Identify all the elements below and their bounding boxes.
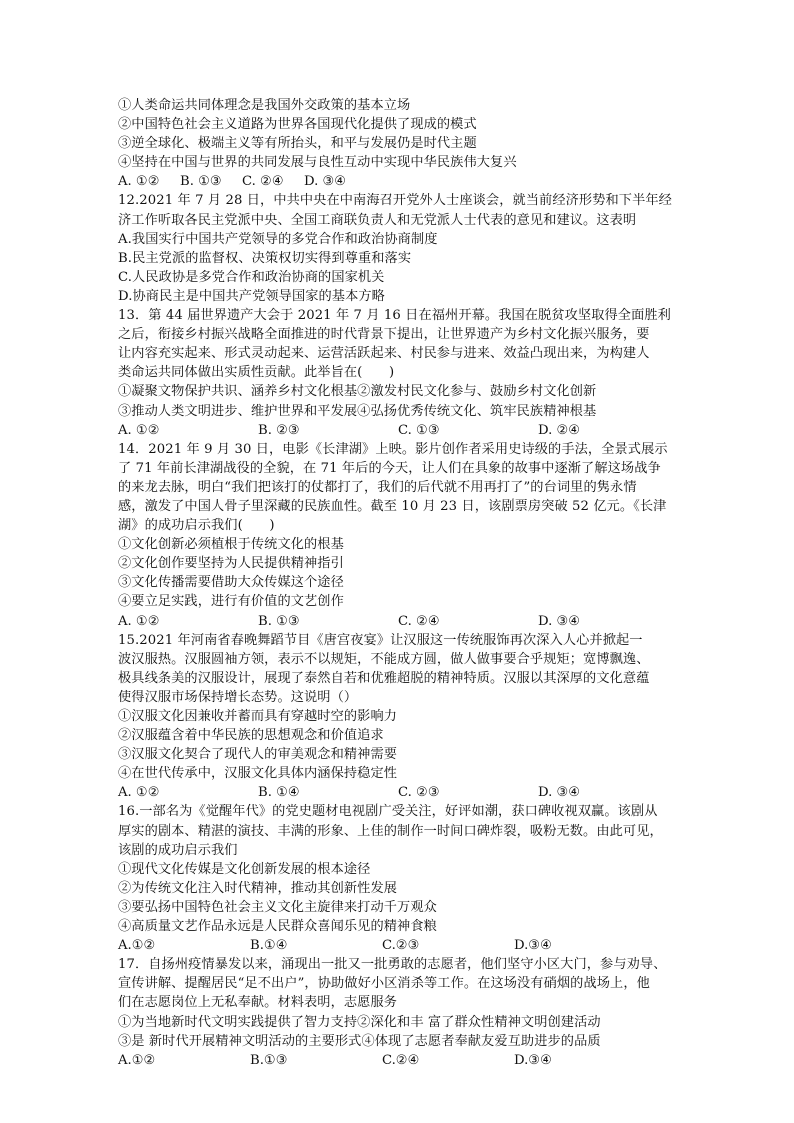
q16-stem-1: 16.一部名为《觉醒年代》的党史题材电视剧广受关注，好评如潮，获口碑收视双赢。该剧从 — [118, 804, 658, 820]
q15-options — [118, 783, 678, 802]
q13-option-b: B. ②③ — [258, 422, 300, 438]
q11-item-4: ④坚持在中国与世界的共同发展与良性互动中实现中华民族伟大复兴 — [118, 155, 517, 171]
q11-options — [118, 172, 678, 191]
q13-item-12: ①凝聚文物保护共识、涵养乡村文化根基②激发村民文化参与、鼓励乡村文化创新 — [118, 384, 597, 400]
q14-stem-1: 14．2021 年 9 月 30 日，电影《长津湖》上映。影片创作者采用史诗级的手法，全景式展示 — [118, 441, 668, 457]
q17-option-b: B.①③ — [250, 1052, 288, 1068]
q15-stem-2: 波汉服热。汉服圆袖方领，表示不以规矩，不能成方圆，做人做事要合乎规矩；宽博飘逸、 — [118, 651, 650, 667]
q12-choice-d: D.协商民主是中国共产党领导国家的基本方略 — [118, 288, 385, 304]
q13-stem-3: 让内容充实起来、形式灵动起来、运营活跃起来、村民参与进来、效益凸现出来，为构建人 — [118, 346, 650, 362]
q15-stem-1: 15.2021 年河南省春晚舞蹈节目《唐宫夜宴》让汉服这一传统服饰再次深入人心并掀起一 — [118, 632, 643, 648]
q14-item-1: ①文化创新必须植根于传统文化的根基 — [118, 537, 344, 553]
q14-option-a: A. ①② — [118, 613, 160, 629]
q16-item-3: ③要弘扬中国特色社会主义文化主旋律来打动千万观众 — [118, 899, 437, 915]
q13-option-d: D. ②④ — [538, 422, 581, 438]
q15-item-3: ③汉服文化契合了现代人的审美观念和精神需要 — [118, 747, 398, 763]
q15-stem-4: 使得汉服市场保持增长态势。这说明（） — [118, 689, 358, 705]
q16-option-a: A.①② — [118, 938, 156, 954]
q14-stem-4: 感，激发了中国人骨子里深藏的民族血性。截至 10 月 23 日，该剧票房突破 52 亿元。《长津 — [118, 498, 667, 514]
q11-option-a: A. ①② — [118, 174, 160, 190]
q11-item-3: ③逆全球化、极端主义等有所抬头，和平与发展仍是时代主题 — [118, 136, 477, 152]
q11-item-2: ②中国特色社会主义道路为世界各国现代化提供了现成的模式 — [118, 117, 477, 133]
q16-stem-2: 厚实的剧本、精湛的演技、丰满的形象、上佳的制作一时间口碑炸裂，吸粉无数。由此可见， — [118, 823, 663, 839]
q16-option-d: D.③④ — [514, 938, 552, 954]
q17-item-12: ①为当地新时代文明实践提供了智力支持②深化和丰 富了群众性精神文明创建活动 — [118, 1014, 601, 1030]
q17-stem-2: 宣传讲解、提醒居民“足不出户”，协助做好小区消杀等工作。在这场没有硝烟的战场上，他 — [118, 976, 650, 992]
q17-option-d: D.③④ — [514, 1052, 552, 1068]
q13-stem-2: 之后，衔接乡村振兴战略全面推进的时代背景下提出，让世界遗产为乡村文化振兴服务，要 — [118, 327, 650, 343]
q12-stem-1: 12.2021 年 7 月 28 日，中共中央在中南海召开党外人士座谈会，就当前经济形势和下半年经 — [118, 193, 672, 209]
q14-stem-5: 湖》的成功启示我们( ) — [118, 518, 275, 534]
q15-option-c: C. ②③ — [398, 785, 440, 801]
q14-option-d: D. ③④ — [538, 613, 581, 629]
q11-option-c: C. ②④ — [242, 174, 284, 190]
q16-item-1: ①现代文化传媒是文化创新发展的根本途径 — [118, 861, 371, 877]
q12-choice-b: B.民主党派的监督权、决策权切实得到尊重和落实 — [118, 250, 412, 266]
q13-stem-4: 类命运共同体做出实质性贡献。此举旨在( ) — [118, 365, 395, 381]
q14-options — [118, 612, 678, 631]
q16-option-c: C.②③ — [382, 938, 420, 954]
q14-item-4: ④要立足实践，进行有价值的文艺创作 — [118, 594, 344, 610]
q15-option-d: D. ③④ — [538, 785, 581, 801]
q15-item-1: ①汉服文化因兼收并蓄而具有穿越时空的影响力 — [118, 709, 398, 724]
q15-option-b: B. ①④ — [258, 785, 300, 801]
q17-stem-3: 们在志愿岗位上无私奉献。材料表明，志愿服务 — [118, 995, 398, 1011]
q16-item-4: ④高质量文艺作品永远是人民群众喜闻乐见的精神食粮 — [118, 919, 437, 935]
q17-option-a: A.①② — [118, 1052, 156, 1068]
q12-choice-c: C.人民政协是多党合作和政治协商的国家机关 — [118, 269, 385, 285]
q17-stem-1: 17．自扬州疫情暴发以来，涌现出一批又一批勇敢的志愿者，他们坚守小区大门，参与劝导、 — [118, 957, 667, 973]
q14-item-2: ②文化创作要坚持为人民提供精神指引 — [118, 556, 344, 572]
q11-option-d: D. ③④ — [304, 174, 347, 190]
q16-options — [118, 936, 678, 955]
q17-item-34: ③是 新时代开展精神文明活动的主要形式④体现了志愿者奉献友爱互助进步的品质 — [118, 1033, 601, 1049]
q14-option-b: B. ①③ — [258, 613, 300, 629]
q17-options — [118, 1051, 678, 1070]
q15-item-4: ④在世代传承中，汉服文化具体内涵保持稳定性 — [118, 766, 398, 782]
q12-choice-a: A.我国实行中国共产党领导的多党合作和政治协商制度 — [118, 231, 438, 247]
q15-item-2: ②汉服蕴含着中华民族的思想观念和价值追求 — [118, 728, 384, 744]
q13-item-34: ③推动人类文明进步、维护世界和平发展④弘扬优秀传统文化、筑牢民族精神根基 — [118, 403, 597, 419]
q11-option-b: B. ①③ — [180, 174, 222, 190]
q17-option-c: C.②④ — [382, 1052, 420, 1068]
q13-stem-1: 13．第 44 届世界遗产大会于 2021 年 7 月 16 日在福州开幕。我国在脱贫攻坚取得全面胜利 — [118, 308, 671, 324]
q13-options — [118, 421, 678, 440]
q15-stem-3: 极具线条美的汉服设计，展现了泰然自若和优雅超脱的精神特质。汉服以其深厚的文化意蕴 — [118, 670, 650, 686]
q16-option-b: B.①④ — [250, 938, 288, 954]
q14-item-3: ③文化传播需要借助大众传媒这个途径 — [118, 575, 344, 591]
q16-stem-3: 该剧的成功启示我们 — [118, 842, 238, 858]
q13-option-c: C. ①③ — [398, 422, 440, 438]
q15-option-a: A. ①② — [118, 785, 160, 801]
q11-item-1: ①人类命运共同体理念是我国外交政策的基本立场 — [118, 98, 411, 113]
q14-option-c: C. ②④ — [398, 613, 440, 629]
q14-stem-2: 了 71 年前长津湖战役的全貌，在 71 年后的今天，让人们在具象的故事中逐渐了解这场战争 — [118, 460, 661, 476]
exam-page — [118, 96, 678, 1070]
q16-item-2: ②为传统文化注入时代精神，推动其创新性发展 — [118, 880, 398, 896]
q14-stem-3: 的来龙去脉，明白“我们把该打的仗都打了，我们的后代就不用再打了”的台词里的隽永情 — [118, 479, 637, 495]
q12-stem-2: 济工作听取各民主党派中央、全国工商联负责人和无党派人士代表的意见和建议。这表明 — [118, 212, 637, 228]
q13-option-a: A. ①② — [118, 422, 160, 438]
